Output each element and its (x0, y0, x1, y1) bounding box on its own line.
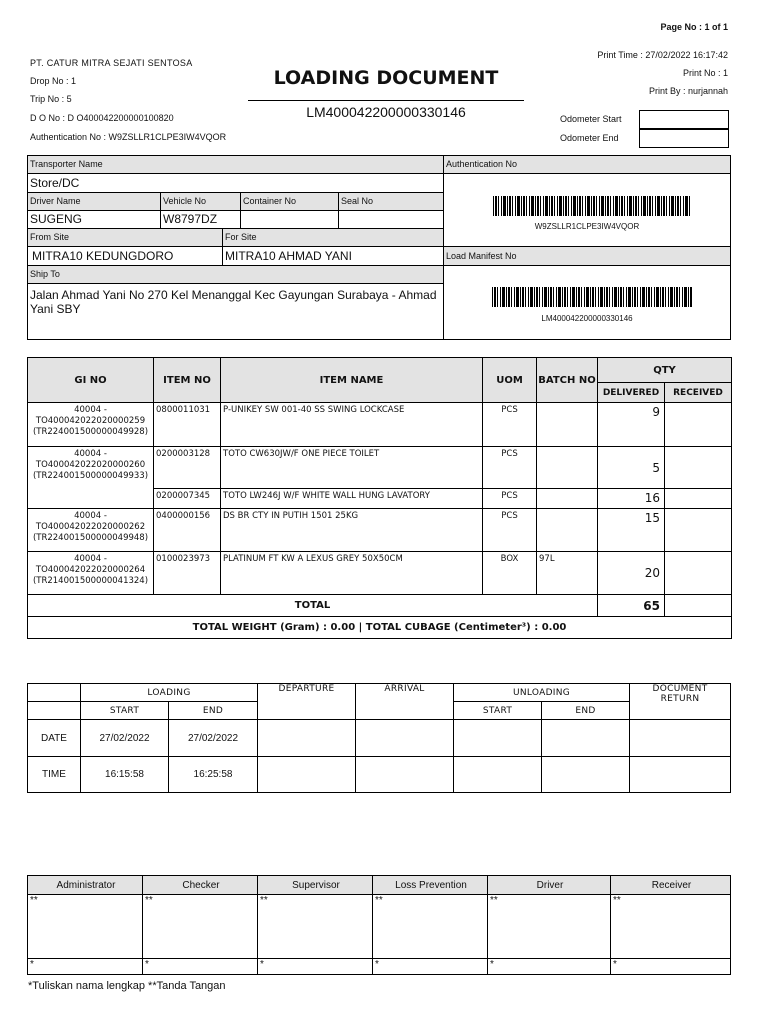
col-batch-no: BATCH NO (537, 358, 598, 403)
col-item-name: ITEM NAME (221, 358, 483, 403)
uom-cell: BOX (483, 552, 537, 595)
delivered-cell: 5 (598, 447, 665, 489)
table-row (28, 403, 732, 447)
loading-time-end: 16:25:58 (169, 757, 258, 793)
unloading-header: UNLOADING (454, 684, 630, 702)
weight-row (28, 617, 732, 639)
document-return-time[interactable] (630, 757, 731, 793)
items-table (27, 357, 732, 639)
batch-cell: 97L (537, 552, 598, 595)
col-item-no: ITEM NO (154, 358, 221, 403)
departure-header: DEPARTURE (258, 684, 356, 720)
name-field-driver[interactable]: * (488, 959, 611, 975)
gi-no-cell: 40004 - TO400042022020000259 (TR224001500000049928) (28, 403, 154, 447)
signature-field-supervisor[interactable]: ** (258, 895, 373, 959)
driver-label: Driver Name (30, 196, 81, 206)
loading-start-header: START (81, 702, 169, 720)
company-name: PT. CATUR MITRA SEJATI SENTOSA (30, 58, 193, 68)
auth-barcode-label: Authentication No (444, 156, 730, 173)
received-cell[interactable] (665, 552, 732, 595)
name-field-receiver[interactable]: * (611, 959, 731, 975)
role-loss-prevention: Loss Prevention (373, 876, 488, 895)
title-underline (248, 100, 524, 101)
loading-date-start: 27/02/2022 (81, 720, 169, 757)
total-label: TOTAL (28, 595, 598, 617)
delivered-cell: 20 (598, 552, 665, 595)
do-no: D O No : D O400042200000100820 (30, 113, 174, 123)
item-name-cell: DS BR CTY IN PUTIH 1501 25KG (221, 509, 483, 552)
role-receiver: Receiver (611, 876, 731, 895)
drop-no: Drop No : 1 (30, 76, 77, 86)
col-received: RECEIVED (665, 383, 732, 403)
odometer-end-label: Odometer End (560, 133, 619, 143)
uom-cell: PCS (483, 447, 537, 489)
received-cell[interactable] (665, 447, 732, 489)
departure-time[interactable] (258, 757, 356, 793)
unloading-end-header: END (542, 702, 630, 720)
page-title: LOADING DOCUMENT (273, 67, 499, 89)
col-qty: QTY (598, 358, 732, 383)
odometer-start-field[interactable] (639, 110, 729, 129)
loading-header: LOADING (81, 684, 258, 702)
page-number: Page No : 1 of 1 (660, 22, 728, 32)
weight-cubage: TOTAL WEIGHT (Gram) : 0.00 | TOTAL CUBAGE (Centimeter³) : 0.00 (28, 617, 732, 639)
item-name-cell: PLATINUM FT KW A LEXUS GREY 50X50CM (221, 552, 483, 595)
batch-cell (537, 403, 598, 447)
container-label: Container No (243, 196, 297, 206)
name-field-loss-prevention[interactable]: * (373, 959, 488, 975)
item-no-cell: 0100023973 (154, 552, 221, 595)
signature-field-loss-prevention[interactable]: ** (373, 895, 488, 959)
gi-no-cell: 40004 - TO400042022020000260 (TR224001500000049933) (28, 447, 154, 509)
gi-no-cell: 40004 - TO400042022020000264 (TR214001500000041324) (28, 552, 154, 595)
print-by: Print By : nurjannah (648, 86, 728, 96)
signature-table (27, 875, 731, 975)
total-received[interactable] (665, 595, 732, 617)
timing-corner-2 (28, 702, 81, 720)
received-cell[interactable] (665, 509, 732, 552)
signature-field-driver[interactable]: ** (488, 895, 611, 959)
print-no: Print No : 1 (682, 68, 728, 78)
from-site-label: From Site (30, 232, 70, 242)
manifest-barcode-text: LM400042200000330146 (541, 314, 633, 323)
gi-no-cell: 40004 - TO400042022020000262 (TR224001500000049948) (28, 509, 154, 552)
footnote: *Tuliskan nama lengkap **Tanda Tangan (28, 980, 226, 992)
unloading-time-start[interactable] (454, 757, 542, 793)
table-row (28, 509, 732, 552)
date-label: DATE (28, 720, 81, 757)
driver-value: SUGENG (30, 212, 83, 226)
name-field-supervisor[interactable]: * (258, 959, 373, 975)
unloading-time-end[interactable] (542, 757, 630, 793)
transporter-value: Store/DC (30, 176, 80, 190)
batch-cell (537, 447, 598, 489)
arrival-date[interactable] (356, 720, 454, 757)
seal-label: Seal No (341, 196, 374, 206)
from-site-value: MITRA10 KEDUNGDORO (32, 249, 174, 263)
role-checker: Checker (143, 876, 258, 895)
odometer-end-field[interactable] (639, 129, 729, 148)
departure-date[interactable] (258, 720, 356, 757)
role-administrator: Administrator (28, 876, 143, 895)
item-name-cell: TOTO CW630JW/F ONE PIECE TOILET (221, 447, 483, 489)
received-cell[interactable] (665, 403, 732, 447)
authentication-no: Authentication No : W9ZSLLR1CLPE3IW4VQOR (30, 132, 227, 142)
batch-cell (537, 509, 598, 552)
for-site-value: MITRA10 AHMAD YANI (225, 249, 352, 263)
received-cell[interactable] (665, 489, 732, 509)
time-label: TIME (28, 757, 81, 793)
timing-table (27, 683, 731, 793)
unloading-date-end[interactable] (542, 720, 630, 757)
table-row (28, 552, 732, 595)
delivered-cell: 16 (598, 489, 665, 509)
for-site-label: For Site (225, 232, 257, 242)
col-uom: UOM (483, 358, 537, 403)
item-no-cell: 0400000156 (154, 509, 221, 552)
uom-cell: PCS (483, 403, 537, 447)
signature-field-receiver[interactable]: ** (611, 895, 731, 959)
ship-to-label: Ship To (28, 266, 443, 283)
vehicle-value: W8797DZ (163, 212, 218, 226)
authentication-barcode (493, 196, 691, 216)
item-name-cell: P-UNIKEY SW 001-40 SS SWING LOCKCASE (221, 403, 483, 447)
uom-cell: PCS (483, 509, 537, 552)
arrival-time[interactable] (356, 757, 454, 793)
unloading-date-start[interactable] (454, 720, 542, 757)
timing-corner (28, 684, 81, 702)
item-no-cell: 0800011031 (154, 403, 221, 447)
unloading-start-header: START (454, 702, 542, 720)
document-return-header: DOCUMENT RETURN (630, 684, 731, 720)
item-no-cell: 0200007345 (154, 489, 221, 509)
ship-to-address: Jalan Ahmad Yani No 270 Kel Menanggal Kec Gayungan Surabaya - Ahmad Yani SBY (30, 288, 437, 316)
delivered-cell: 9 (598, 403, 665, 447)
delivered-cell: 15 (598, 509, 665, 552)
signature-field-checker[interactable]: ** (143, 895, 258, 959)
loading-date-end: 27/02/2022 (169, 720, 258, 757)
name-field-checker[interactable]: * (143, 959, 258, 975)
name-field-administrator[interactable]: * (28, 959, 143, 975)
document-number: LM400042200000330146 (306, 104, 466, 120)
trip-no: Trip No : 5 (30, 94, 72, 104)
total-row (28, 595, 732, 617)
auth-barcode-text: W9ZSLLR1CLPE3IW4VQOR (534, 222, 640, 231)
table-row (28, 447, 732, 489)
vehicle-label: Vehicle No (163, 196, 207, 206)
total-delivered: 65 (598, 595, 665, 617)
print-time: Print Time : 27/02/2022 16:17:42 (597, 50, 728, 60)
manifest-label: Load Manifest No (444, 247, 730, 265)
loading-time-start: 16:15:58 (81, 757, 169, 793)
signature-field-administrator[interactable]: ** (28, 895, 143, 959)
arrival-header: ARRIVAL (356, 684, 454, 720)
odometer-start-label: Odometer Start (560, 114, 622, 124)
transporter-label: Transporter Name (28, 156, 443, 173)
item-name-cell: TOTO LW246J W/F WHITE WALL HUNG LAVATORY (221, 489, 483, 509)
batch-cell (537, 489, 598, 509)
uom-cell: PCS (483, 489, 537, 509)
loading-end-header: END (169, 702, 258, 720)
role-driver: Driver (488, 876, 611, 895)
item-no-cell: 0200003128 (154, 447, 221, 489)
document-return-date[interactable] (630, 720, 731, 757)
col-gi-no: GI NO (28, 358, 154, 403)
manifest-barcode (492, 287, 692, 307)
col-delivered: DELIVERED (598, 383, 665, 403)
role-supervisor: Supervisor (258, 876, 373, 895)
